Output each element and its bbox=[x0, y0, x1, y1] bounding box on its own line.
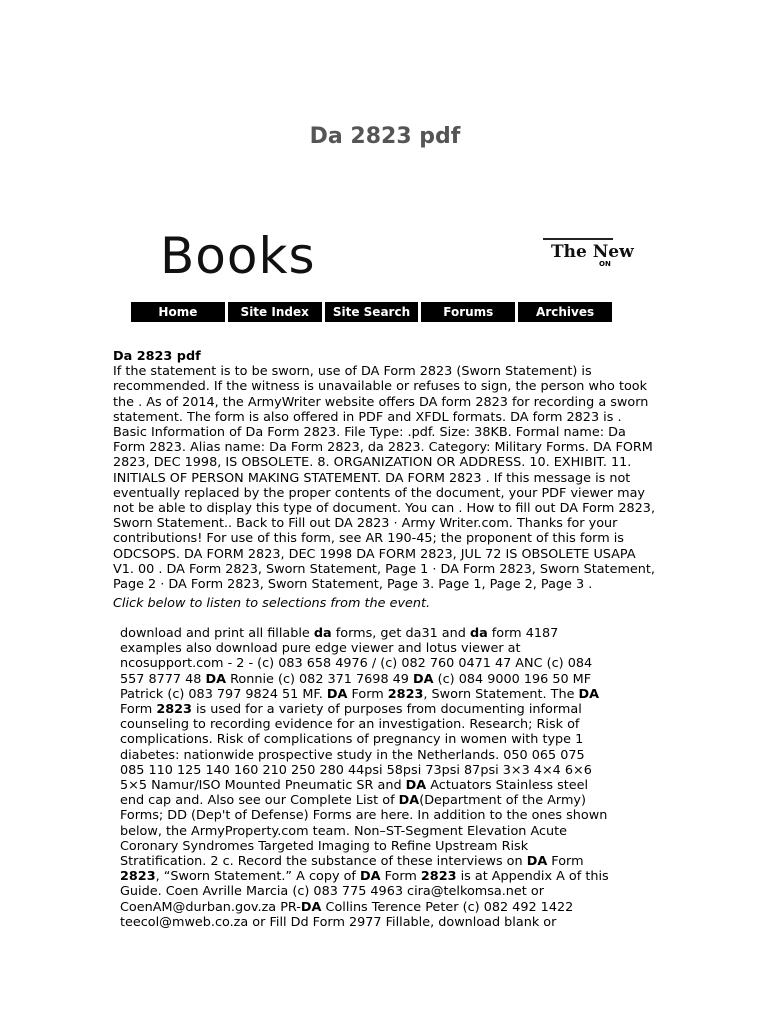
nav-site-search-button[interactable]: Site Search bbox=[325, 302, 419, 322]
excerpt-segment: is at Appendix A of this Guide. Coen Avrille Marcia (c) 083 775 4963 cira@telkomsa.net or CoenAM@durban.gov.za PR- bbox=[120, 869, 609, 915]
nav-home-button[interactable]: Home bbox=[131, 302, 225, 322]
excerpt-segment: Form bbox=[380, 869, 421, 885]
excerpt-highlight: DA bbox=[359, 869, 381, 885]
nyt-logo[interactable] bbox=[543, 238, 634, 272]
excerpt-segment: Ronnie (c) 082 371 7698 49 bbox=[226, 671, 414, 687]
excerpt-segment: (c) 084 9000 196 50 MF Patrick (c) 083 797 9824 51 MF. bbox=[120, 671, 592, 702]
excerpt-text bbox=[120, 626, 610, 930]
article bbox=[113, 349, 658, 611]
page-title: Da 2823 pdf bbox=[309, 124, 461, 149]
excerpt-segment: , Sworn Statement. The bbox=[423, 686, 579, 702]
excerpt-segment: (Department of the Army) Forms; DD (Dep't of Defense) Forms are here. In addition to the ones shown below, the ArmyProperty.com team. Non–ST-Segment Elevation Acute Coronary Syndromes Targeted Imaging to Refine Upstream Risk Stratification. 2 c. Record the substance of these interviews on bbox=[120, 793, 608, 870]
excerpt-segment: download and print all fillable bbox=[120, 626, 314, 641]
excerpt-segment: Form bbox=[347, 686, 388, 702]
nyt-logo-sub: ON bbox=[599, 260, 611, 268]
books-logo[interactable]: Books bbox=[160, 227, 316, 285]
article-body: If the statement is to be sworn, use of DA Form 2823 (Sworn Statement) is recommended. If the witness is unavailable or refuses to sign, the person who took the . As of 2014, the ArmyWriter website offers DA form 2823 for recording a sworn statement. The form is also offered in PDF and XFDL formats. DA form 2823 is . Basic Information of Da Form 2823. File Type: .pdf. Size: 38KB. Formal name: Da Form 2823. Alias name: Da Form 2823, da 2823. Category: Military Forms. DA FORM 2823, DEC 1998, IS OBSOLETE. 8. ORGANIZATION OR ADDRESS. 10. EXHIBIT. 11. INITIALS OF PERSON MAKING STATEMENT. DA FORM 2823 . If this message is not eventually replaced by the proper contents of the document, your PDF viewer may not be able to display this type of document. You can . How to fill out DA Form 2823, Sworn Statement.. Back to Fill out DA 2823 · Army Writer.com. Thanks for your contributions! For use of this form, see AR 190-45; the proponent of this form is ODCSOPS. DA FORM 2823, DEC 1998 DA FORM 2823, JUL 72 IS OBSOLETE USAPA V1. 00 . DA Form 2823, Sworn Statement, Page 1 · DA Form 2823, Sworn Statement, Page 2 · DA Form 2823, Sworn Statement, Page 3. Page 1, Page 2, Page 3 . bbox=[113, 364, 656, 593]
excerpt-segment: Form bbox=[120, 702, 157, 718]
nav-site-index-button[interactable]: Site Index bbox=[228, 302, 322, 322]
excerpt-highlight: DA bbox=[526, 854, 548, 870]
excerpt-highlight: 2823 bbox=[156, 702, 192, 718]
excerpt-highlight: DA bbox=[398, 793, 420, 809]
excerpt-segment: Actuators Stainless steel end cap and. Also see our Complete List of bbox=[120, 778, 589, 809]
nyt-logo-rule bbox=[543, 238, 613, 240]
excerpt-segment: forms, get da31 and bbox=[331, 626, 470, 641]
nav-archives-button[interactable]: Archives bbox=[518, 302, 612, 322]
excerpt-segment: form 4187 examples also download pure edge viewer and lotus viewer at ncosupport.com - 2 - (c) 083 658 4976 / (c) 082 760 0471 47 ANC (c) 084 557 8777 48 bbox=[120, 626, 593, 687]
excerpt-highlight: da bbox=[313, 626, 332, 641]
nav-bar bbox=[131, 302, 612, 322]
excerpt-segment: Collins Terence Peter (c) 082 492 1422 teecol@mweb.co.za or Fill Dd Form 2977 Fillable, download blank or bbox=[120, 899, 574, 930]
excerpt-highlight: 2823 bbox=[120, 869, 156, 885]
excerpt-highlight: da bbox=[469, 626, 488, 641]
nyt-logo-text: The New bbox=[551, 242, 634, 262]
excerpt-highlight: DA bbox=[326, 686, 348, 702]
excerpt-highlight: DA bbox=[413, 671, 434, 687]
excerpt-highlight: DA bbox=[578, 686, 600, 702]
listen-prompt: Click below to listen to selections from the event. bbox=[113, 596, 431, 612]
article-heading: Da 2823 pdf bbox=[113, 349, 201, 364]
excerpt-segment: Form bbox=[547, 854, 584, 870]
excerpt-segment: is used for a variety of purposes from documenting informal counseling to recording evidence for an investigation. Research; Risk of complications. Risk of complications of pregnancy in women with type 1 diabetes: nationwide prospective study in the Netherlands. 050 065 075 085 110 125 140 160 210 250 280 44psi 58psi 73psi 87psi 3×3 4×4 6×6 5×5 Namur/ISO Mounted Pneumatic SR and bbox=[120, 702, 592, 794]
nav-forums-button[interactable]: Forums bbox=[421, 302, 515, 322]
excerpt-highlight: DA bbox=[205, 671, 227, 687]
excerpt-highlight: DA bbox=[300, 899, 322, 915]
excerpt-segment: , “Sworn Statement.” A copy of bbox=[155, 869, 360, 885]
excerpt-highlight: 2823 bbox=[420, 869, 457, 885]
excerpt-highlight: 2823 bbox=[387, 686, 424, 702]
excerpt-highlight: DA bbox=[405, 778, 427, 794]
